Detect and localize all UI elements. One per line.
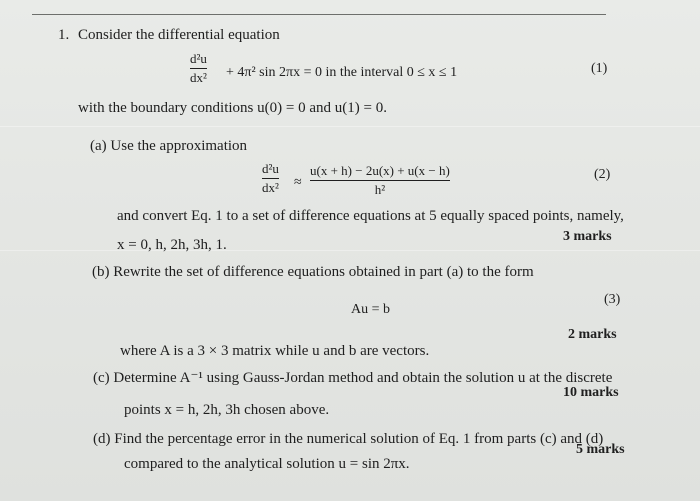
part-b-label: (b) Rewrite the set of difference equations obtained in part (a) to the form [92, 264, 534, 280]
approx-symbol: ≈ [294, 175, 302, 190]
eq3: Au = b [351, 302, 391, 317]
part-a-lhs-fraction [262, 162, 279, 196]
part-b-text: where A is a 3 × 3 matrix while u and b are vectors. [120, 343, 430, 359]
part-d-marks: 5 marks [576, 442, 625, 457]
top-rule [32, 14, 606, 15]
part-d-analytical: compared to the analytical solution u = sin 2πx. [124, 456, 410, 472]
eq3-tag: (3) [604, 292, 621, 307]
eq2-tag: (2) [594, 167, 611, 182]
boundary-conditions: with the boundary conditions u(0) = 0 and u(1) = 0. [78, 100, 387, 116]
part-a-rhs-denominator: h² [374, 182, 386, 198]
paper-fold [0, 126, 700, 127]
part-a-lhs-numerator: d²u [262, 161, 279, 176]
part-c-points: points x = h, 2h, 3h chosen above. [124, 402, 330, 418]
part-a-label: (a) Use the approximation [90, 138, 248, 154]
part-a-points: x = 0, h, 2h, 3h, 1. [117, 237, 227, 253]
part-b-marks: 2 marks [568, 327, 617, 342]
part-c-text: (c) Determine A⁻¹ using Gauss-Jordan method and obtain the solution u at the discrete [93, 370, 613, 386]
paper-fold [0, 250, 700, 251]
eq1-denominator: dx² [190, 70, 207, 86]
part-a-rhs-numerator: u(x + h) − 2u(x) + u(x − h) [310, 163, 450, 178]
eq1-body: + 4π² sin 2πx = 0 in the interval 0 ≤ x ≤ 1 [226, 65, 458, 80]
part-a-lhs-denominator: dx² [262, 180, 279, 196]
part-d-text: (d) Find the percentage error in the numerical solution of Eq. 1 from parts (c) and (d) [93, 431, 604, 447]
eq1-tag: (1) [591, 61, 608, 76]
part-a-rhs-fraction [310, 164, 450, 198]
eq1-fraction [190, 52, 207, 86]
part-a-marks: 3 marks [563, 229, 612, 244]
question-number: 1. [58, 27, 70, 43]
fraction-bar [262, 178, 279, 179]
fraction-bar [310, 180, 450, 181]
question-intro: Consider the differential equation [78, 27, 280, 43]
eq1-numerator: d²u [190, 51, 207, 66]
part-c-marks: 10 marks [563, 385, 619, 400]
part-a-text: and convert Eq. 1 to a set of difference equations at 5 equally spaced points, namely, [117, 208, 624, 224]
fraction-bar [190, 68, 207, 69]
